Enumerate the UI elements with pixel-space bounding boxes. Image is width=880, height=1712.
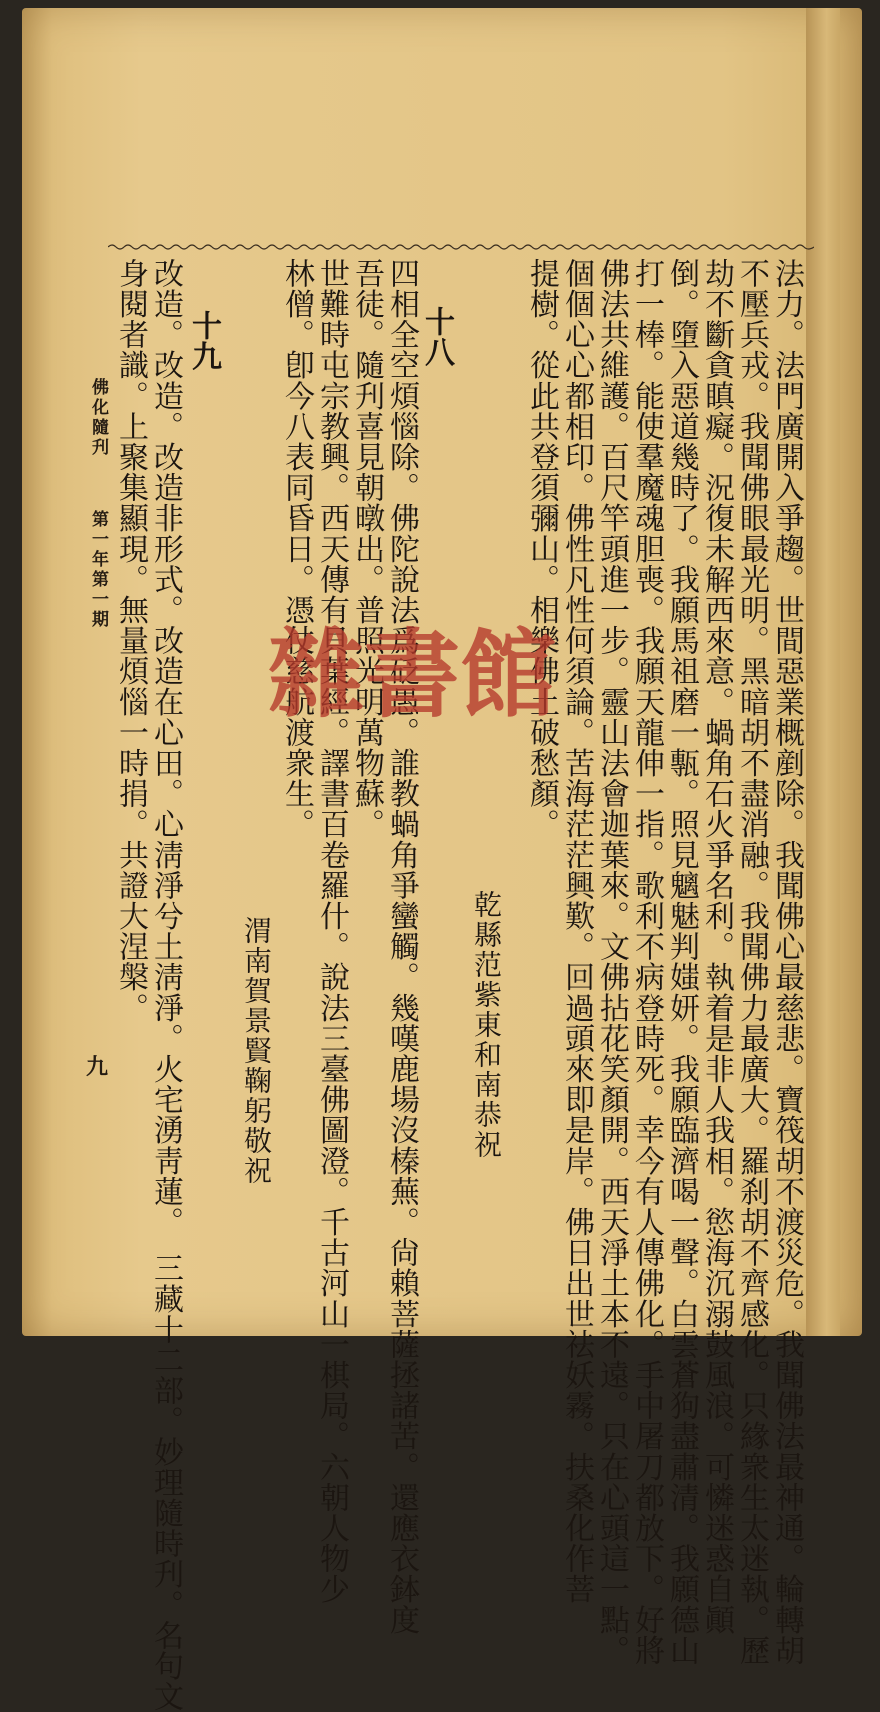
page-number: 九 [86,1054,109,1080]
poem2-line: 四相全空煩惱除。佛陀說法爲砭愚。誰教蝸角爭蠻觸。幾嘆鹿場沒榛蕪。尙賴菩薩拯諸苦。還應衣鉢度 [384,258,419,1635]
poem3-heading: 十九 [186,310,221,372]
poem1-line: 劫不斷貪瞋癡。況復未解西來意。蝸角石火爭名利。執着是非人我相。慾海沉溺鼓風浪。可憐迷惑自顚 [699,258,734,1635]
poem2-author: 渭南賀景賢鞠躬敬祝 [240,916,273,1186]
library-stamp [268,612,608,730]
poem1-line: 打一棒。能使羣魔魂胆喪。我願天龍伸一指。歌利不病登時死。幸今有人傳佛化。手中屠刀都放下。好將 [629,258,664,1666]
poem2-line: 世難時屯宗教興。西天傳有貝葉經。譯書百卷羅什。說法三臺佛圖澄。千古河山一棋局。六朝人物少 [314,258,349,1605]
poem1-line: 個個心心都相印。佛性凡性何須論。苦海茫茫興歎。回過頭來即是岸。佛日出世祛妖霧。扶桑化作菩 [559,258,594,1605]
poem1-line: 倒。墮入惡道幾時了。我願馬祖磨一甎。照見魑魅判媸妍。我願臨濟喝一聲。白雲蒼狗盡肅清。我願德山 [664,258,699,1666]
issue-label: 第一年第一期 [88,510,108,630]
library-stamp-text: 雜書館 [268,618,556,730]
poem3-line: 身閱者識。上聚集顯現。無量煩惱一時捐。共證大涅槃。 [113,258,148,1023]
poem1-line: 佛法共維護。百尺竿頭進一步。靈山法會迦葉來。文佛拈花笑顏開。西天淨土本不遠。只在心頭這一點。 [594,258,629,1666]
wavy-divider [108,243,814,251]
poem1-author: 乾縣范紫東和南恭祝 [470,890,503,1160]
poem1-line: 法力。法門廣開入爭趨。世間惡業概剷除。我聞佛心最慈悲。寶筏胡不渡災危。我聞佛法最神通。輪轉胡 [769,258,804,1666]
poem2-line: 吾徒。隨刋喜見朝暾出。普照光明萬物蘇。 [349,258,384,840]
poem2-heading: 十八 [419,306,454,368]
poem3-line: 改造。改造。改造非形式。改造在心田。心淸淨兮土淸淨。火宅湧靑蓮。 三藏十二部。妙理隨時刋。名句文 [148,258,183,1712]
page-fold [806,8,840,1336]
poem1-line: 不壓兵戎。我聞佛眼最光明。黑暗胡不盡消融。我聞佛力最廣大。羅刹胡不齊感化。只緣衆生太迷執。歷 [734,258,769,1666]
poem2-line: 林僧。卽今八表同昏日。憑仗慈航渡衆生。 [279,258,314,840]
poem1-line: 提樹。從此共登須彌山。相樂佛土破愁顏。 [524,258,559,840]
journal-title: 佛化隨刋 [88,378,108,458]
